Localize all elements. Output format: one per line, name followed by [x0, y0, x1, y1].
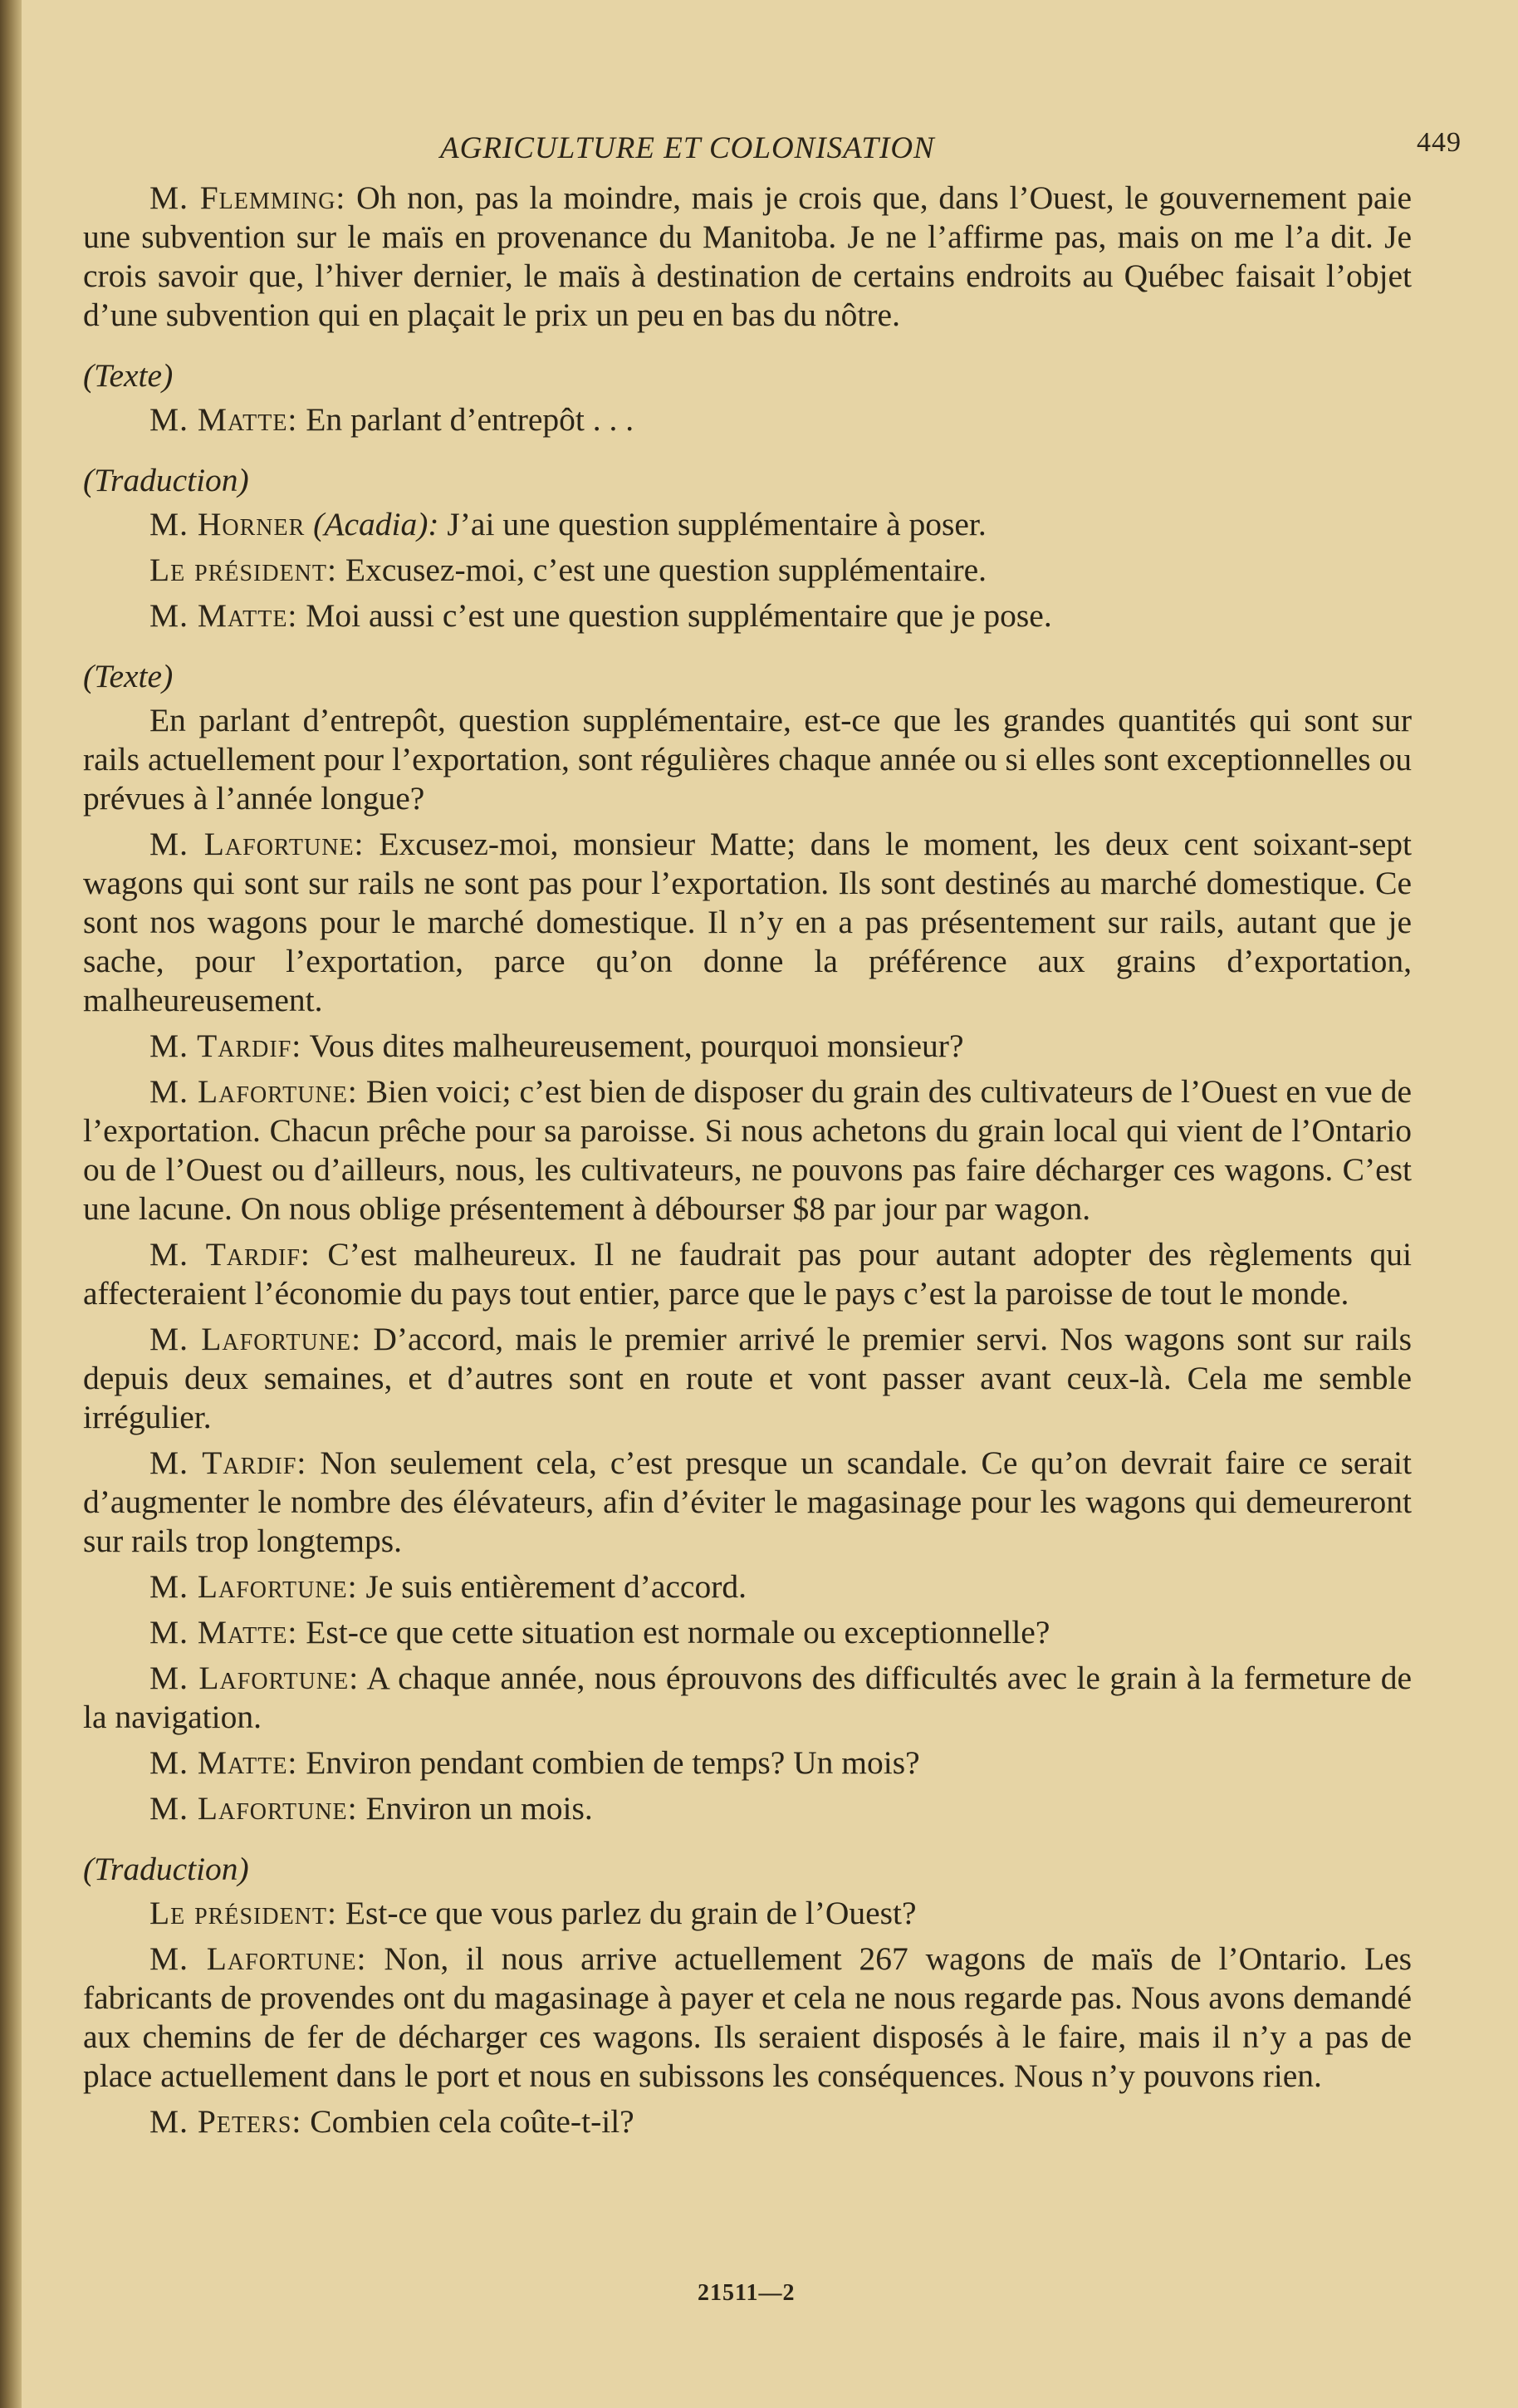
- transcript-paragraph: [83, 1789, 1412, 1828]
- speaker-name: M. Lafortune:: [149, 1940, 367, 1977]
- speech-text: Environ pendant combien de temps? Un mois?: [306, 1744, 920, 1781]
- transcript-paragraph: [83, 1072, 1412, 1229]
- speaker-name: M. Horner: [149, 506, 306, 542]
- speech-text: Vous dites malheureusement, pourquoi monsieur?: [309, 1027, 964, 1064]
- speech-text: Excusez-moi, c’est une question supplémentaire.: [345, 552, 987, 588]
- speaker-name: M. Matte:: [149, 597, 298, 634]
- transcript-paragraph: [83, 1320, 1412, 1437]
- speaker-name: M. Lafortune:: [149, 1790, 358, 1827]
- transcript-paragraph: [83, 400, 1412, 439]
- transcript-paragraph: [83, 179, 1412, 335]
- speaker-name: M. Lafortune:: [149, 1073, 358, 1110]
- transcript-paragraph: [83, 825, 1412, 1020]
- speech-text: Est-ce que cette situation est normale ou exceptionnelle?: [306, 1614, 1050, 1650]
- speech-text: C’est malheureux. Il ne faudrait pas pour autant adopter des règlements qui affecteraient l’économie du pays tout entier, parce que le pays c’est la paroisse de tout le monde.: [83, 1236, 1413, 1312]
- transcript-body: [83, 179, 1412, 2141]
- transcript-paragraph: [83, 1894, 1412, 1933]
- speaker-name: M. Lafortune:: [149, 1321, 362, 1357]
- transcript-paragraph: [83, 1743, 1412, 1783]
- speaker-name: Le président:: [149, 552, 337, 588]
- speaker-name: M. Flemming:: [149, 179, 346, 216]
- speaker-riding: (Acadia):: [313, 506, 439, 542]
- speech-text: Non seulement cela, c’est presque un scandale. Ce qu’on devrait faire ce serait d’augmenter le nombre des élévateurs, afin d’éviter le magasinage pour les wagons qui demeureront sur rails trop longtemps.: [83, 1444, 1413, 1559]
- transcript-paragraph: [83, 1567, 1412, 1606]
- transcript-paragraph: [83, 1940, 1412, 2096]
- speech-text: Oh non, pas la moindre, mais je crois que, dans l’Ouest, le gouvernement paie une subvention sur le maïs en provenance du Manitoba. Je ne l’affirme pas, mais on me l’a dit. Je crois savoir que, l’hiver dernier, le maïs à destination de certains endroits au Québec faisait l’objet d’une subvention qui en plaçait le prix un peu en bas du nôtre.: [83, 179, 1412, 333]
- transcript-paragraph: [83, 2102, 1412, 2141]
- speech-text: En parlant d’entrepôt, question supplémentaire, est-ce que les grandes quantités qui sont sur rails actuellement pour l’exportation, sont régulières chaque année ou si elles sont exceptionnelles ou prévues à l’année longue?: [83, 702, 1412, 817]
- speaker-name: M. Tardif:: [149, 1236, 311, 1273]
- speech-text: J’ai une question supplémentaire à poser.: [447, 506, 987, 542]
- speech-text: A chaque année, nous éprouvons des difficultés avec le grain à la fermeture de la navigation.: [83, 1660, 1412, 1735]
- page-binding-edge: [0, 0, 22, 2408]
- speaker-name: M. Lafortune:: [149, 1660, 360, 1696]
- transcript-paragraph: [83, 551, 1412, 590]
- document-page: [83, 120, 1462, 2148]
- transcript-paragraph: [83, 505, 1412, 544]
- transcript-paragraph: [83, 1613, 1412, 1652]
- speaker-name: Le président:: [149, 1895, 337, 1931]
- transcript-paragraph: [83, 596, 1412, 635]
- speech-text: Environ un mois.: [365, 1790, 593, 1827]
- speech-text: Moi aussi c’est une question supplémentaire que je pose.: [306, 597, 1052, 634]
- speaker-name: M. Matte:: [149, 1614, 298, 1650]
- running-title: AGRICULTURE ET COLONISATION: [440, 131, 935, 165]
- transcript-paragraph: [83, 1444, 1412, 1561]
- language-marker: (Traduction): [83, 462, 249, 498]
- language-marker: (Texte): [83, 357, 174, 394]
- language-marker: (Traduction): [83, 1851, 249, 1887]
- speaker-name: M. Tardif:: [149, 1444, 307, 1481]
- transcript-paragraph: [83, 701, 1412, 818]
- speech-text: Bien voici; c’est bien de disposer du grain des cultivateurs de l’Ouest en vue de l’exportation. Chacun prêche pour sa paroisse. Si nous achetons du grain local qui vient de l’Ontario ou de l’Ouest ou d’ailleurs, nous, les cultivateurs, ne pouvons pas faire décharger ces wagons. C’est une lacune. On nous oblige présentement à débourser $8 par jour par wagon.: [83, 1073, 1413, 1227]
- page-number: 449: [1417, 127, 1462, 158]
- transcript-paragraph: [83, 1027, 1412, 1066]
- speaker-name: M. Matte:: [149, 1744, 298, 1781]
- speaker-name: M. Tardif:: [149, 1027, 302, 1064]
- language-marker: (Texte): [83, 658, 174, 694]
- speech-text: En parlant d’entrepôt . . .: [306, 401, 634, 438]
- speech-text: Combien cela coûte-t-il?: [310, 2103, 634, 2140]
- speech-text: Excusez-moi, monsieur Matte; dans le moment, les deux cent soixant-sept wagons qui sont sur rails ne sont pas pour l’exportation. Ils sont destinés au marché domestique. Ce sont nos wagons pour le marché domestique. Il n’y en a pas présentement sur rails, autant que je sache, pour l’exportation, parce qu’on donne la préférence aux grains d’exportation, malheureusement.: [83, 826, 1413, 1018]
- signature-mark: 21511—2: [698, 2280, 796, 2306]
- speaker-name: M. Lafortune:: [149, 1568, 358, 1605]
- speaker-name: M. Lafortune:: [149, 826, 365, 862]
- speaker-name: M. Peters:: [149, 2103, 302, 2140]
- speech-text: Est-ce que vous parlez du grain de l’Ouest?: [345, 1895, 917, 1931]
- speaker-name: M. Matte:: [149, 401, 298, 438]
- speech-text: D’accord, mais le premier arrivé le premier servi. Nos wagons sont sur rails depuis deux semaines, et d’autres sont en route et vont passer avant ceux-là. Cela me semble irrégulier.: [83, 1321, 1413, 1435]
- page-header: [83, 120, 1462, 179]
- speech-text: Je suis entièrement d’accord.: [365, 1568, 747, 1605]
- speech-text: Non, il nous arrive actuellement 267 wagons de maïs de l’Ontario. Les fabricants de provendes ont du magasinage à payer et cela ne nous regarde pas. Nous avons demandé aux chemins de fer de décharger ces wagons. Ils seraient disposés à le faire, mais il n’y a pas de place actuellement dans le port et nous en subissons les conséquences. Nous n’y pouvons rien.: [83, 1940, 1413, 2094]
- transcript-paragraph: [83, 1235, 1412, 1313]
- transcript-paragraph: [83, 1659, 1412, 1737]
